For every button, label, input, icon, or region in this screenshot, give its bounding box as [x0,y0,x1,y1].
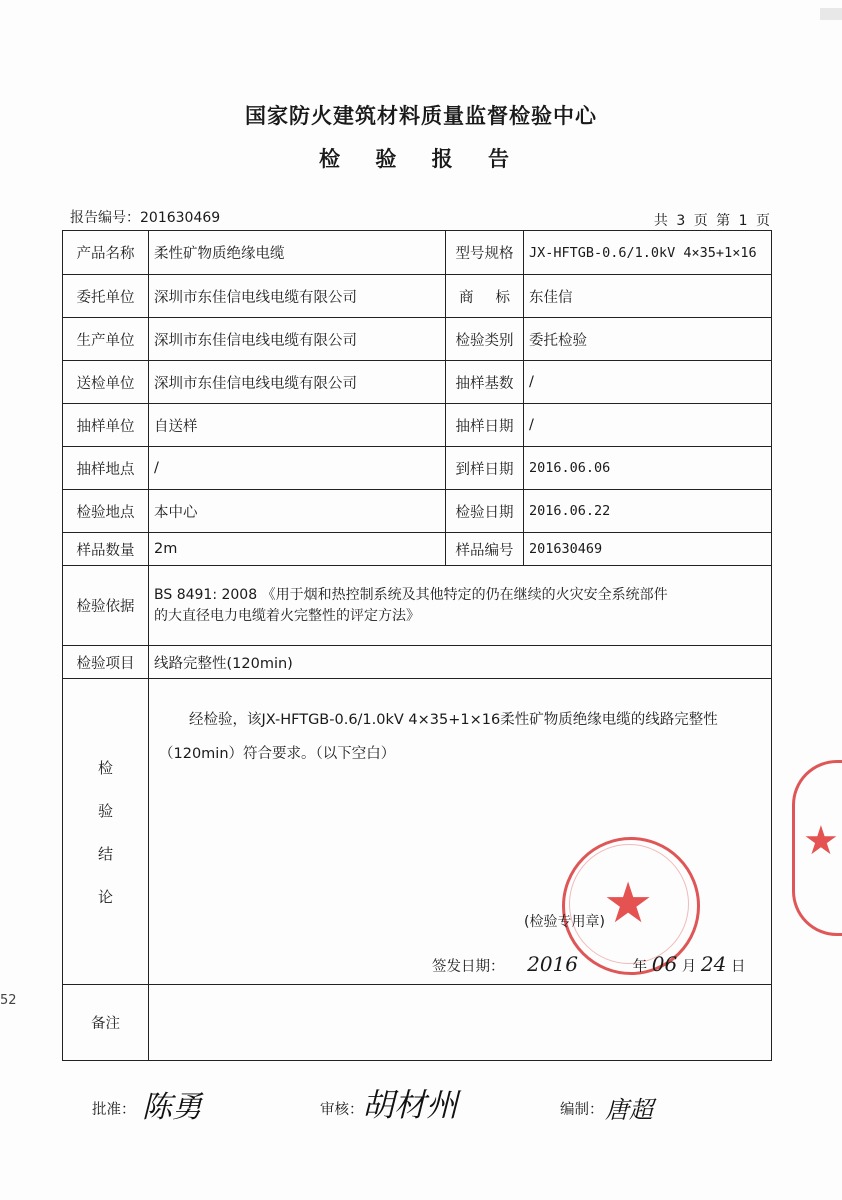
label-arrival-date: 到样日期 [446,447,524,490]
label-client: 委托单位 [63,275,149,318]
table-row [63,679,772,985]
conclusion-char: 论 [97,887,113,906]
issue-date [432,952,745,976]
label-brand-a: 商 [459,289,474,306]
conclusion-char: 验 [97,801,113,820]
table-row [63,490,772,533]
page-count: 共 3 页 第 1 页 [653,213,772,229]
edge-mark [820,8,842,20]
conclusion-char: 检 [97,758,113,777]
issue-date-year: 2016 [527,952,579,976]
value-arrival-date: 2016.06.06 [524,447,772,490]
label-remarks: 备注 [63,985,149,1061]
table-row [63,646,772,679]
value-sample-qty: 2m [149,533,446,566]
value-brand: 东佳信 [524,275,772,318]
label-sample-base: 抽样基数 [446,361,524,404]
issue-date-day-char: 日 [730,959,746,975]
stamp-label: (检验专用章) [524,914,605,930]
review-signature: 胡材州 [362,1086,459,1124]
label-product-name: 产品名称 [63,231,149,275]
value-item: 线路完整性(120min) [149,646,772,679]
issue-date-label: 签发日期： [432,959,505,975]
value-remarks [149,985,772,1061]
edit-signature: 唐超 [605,1096,653,1124]
table-row [63,985,772,1061]
value-inspection-type: 委托检验 [524,318,772,361]
basis-line-2: 的大直径电力电缆着火完整性的评定方法》 [154,607,420,624]
label-brand [446,275,524,318]
table-row [63,231,772,275]
issue-date-month: 06 [651,952,678,976]
value-inspection-place: 本中心 [149,490,446,533]
table-row [63,566,772,646]
issue-date-month-char: 月 [681,959,697,975]
conclusion-text: 经检验，该JX-HFTGB-0.6/1.0kV 4×35+1×16柔性矿物质绝缘电缆的线路完整性（120min）符合要求。（以下空白） [159,712,718,762]
table-row [63,361,772,404]
org-title: 国家防火建筑材料质量监督检验中心 [245,104,597,128]
label-producer: 生产单位 [63,318,149,361]
value-client: 深圳市东佳信电线电缆有限公司 [149,275,446,318]
conclusion-char: 结 [97,844,113,863]
edit-label: 编制： [560,1102,604,1118]
label-brand-b: 标 [495,289,510,306]
issue-date-day: 24 [700,952,727,976]
value-inspection-date: 2016.06.22 [524,490,772,533]
value-product-name: 柔性矿物质绝缘电缆 [149,231,446,275]
value-producer: 深圳市东佳信电线电缆有限公司 [149,318,446,361]
issue-date-year-char: 年 [632,959,648,975]
value-basis [149,566,772,646]
label-sampling-place: 抽样地点 [63,447,149,490]
approve-signature: 陈勇 [142,1090,202,1125]
basis-line-1: BS 8491: 2008 《用于烟和热控制系统及其他特定的仍在继续的火灾安全系统部件 [154,586,668,603]
label-conclusion [63,679,149,985]
label-inspection-place: 检验地点 [63,490,149,533]
approve-label: 批准： [92,1102,136,1118]
label-model: 型号规格 [446,231,524,275]
table-row [63,447,772,490]
value-sampling-unit: 自送样 [149,404,446,447]
report-number: 报告编号：201630469 [70,210,221,226]
label-submitter: 送检单位 [63,361,149,404]
conclusion-cell [149,679,772,985]
label-sample-no: 样品编号 [446,533,524,566]
table-row [63,533,772,566]
review-label: 审核： [320,1102,364,1118]
doc-type-title: 检 验 报 告 [319,147,523,171]
side-seal-star-icon: ★ [803,818,839,864]
table-row [63,318,772,361]
table-row [63,275,772,318]
value-sampling-date: / [524,404,772,447]
side-seal [792,760,842,936]
label-inspection-date: 检验日期 [446,490,524,533]
seal-star-icon: ★ [603,871,654,936]
label-sampling-unit: 抽样单位 [63,404,149,447]
label-sampling-date: 抽样日期 [446,404,524,447]
report-table [62,230,772,1061]
value-submitter: 深圳市东佳信电线电缆有限公司 [149,361,446,404]
value-sample-base: / [524,361,772,404]
table-row [63,404,772,447]
value-sampling-place: / [149,447,446,490]
value-model: JX-HFTGB-0.6/1.0kV 4×35+1×16 [524,231,772,275]
label-sample-qty: 样品数量 [63,533,149,566]
label-inspection-type: 检验类别 [446,318,524,361]
margin-number: 52 [0,993,17,1008]
value-sample-no: 201630469 [524,533,772,566]
label-item: 检验项目 [63,646,149,679]
label-basis: 检验依据 [63,566,149,646]
